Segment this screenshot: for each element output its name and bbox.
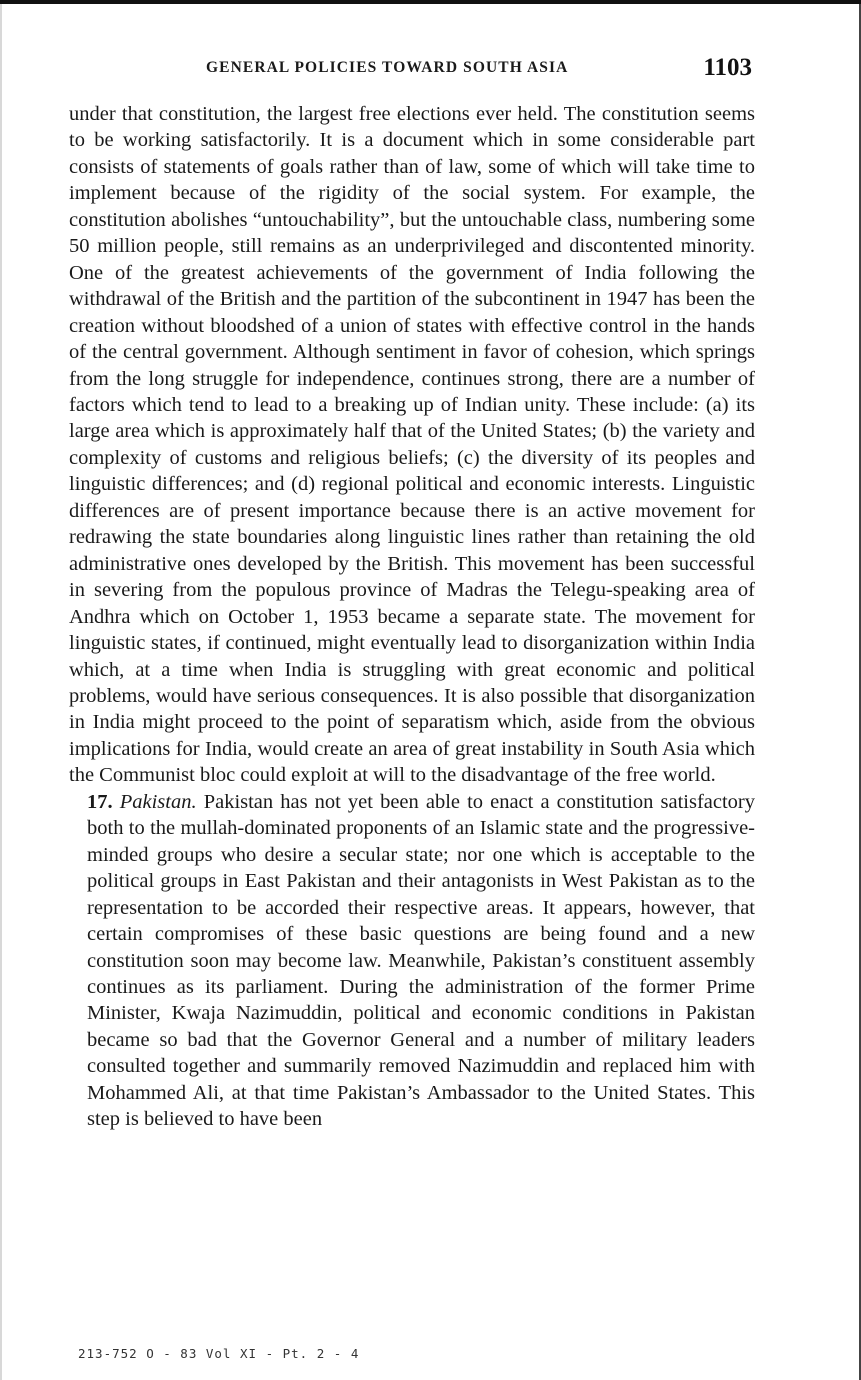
footer-print-code: 213-752 O - 83 Vol XI - Pt. 2 - 4: [78, 1346, 360, 1361]
top-edge-rule: [0, 0, 861, 4]
section-number: 17.: [87, 790, 113, 813]
body-text: [69, 101, 755, 1133]
paragraph-india-constitution: under that constitution, the largest free elections ever held. The constitution seems to be working satisfactorily. It is a document which in some considerable part consists of statements of goals rather than of law, some of which will take time to implement because of the rigidity of the social system. For example, the constitution abolishes “untouchability”, but the untouchable class, numbering some 50 million people, still remains as an underprivileged and discontented minority. One of the greatest achievements of the government of India following the withdrawal of the British and the partition of the subcontinent in 1947 has been the creation without bloodshed of a union of states with effective control in the hands of the central government. Although sentiment in favor of cohesion, which springs from the long struggle for independence, continues strong, there are a number of factors which tend to lead to a breaking up of Indian unity. These include: (a) its large area which is approximately half that of the United States; (b) the variety and complexity of customs and religious beliefs; (c) the diversity of its peoples and linguistic differences; and (d) regional political and economic interests. Linguistic differences are of present importance because there is an active movement for redrawing the state boundaries along linguistic lines rather than retaining the old administrative ones developed by the British. This movement has been successful in severing from the populous province of Madras the Telegu-speaking area of Andhra which on October 1, 1953 became a separate state. The movement for linguistic states, if continued, might eventually lead to disorganization within India which, at a time when India is struggling with great economic and political problems, would have serious consequences. It is also possible that disorganization in India might proceed to the point of separatism which, aside from the obvious implications for India, would create an area of great instability in South Asia which the Communist bloc could exploit at will to the disadvantage of the free world.: [69, 103, 755, 787]
paragraph-pakistan: [69, 789, 755, 1133]
section-heading: Pakistan.: [119, 790, 197, 813]
running-header: [68, 54, 754, 84]
paragraph-pakistan-text: Pakistan has not yet been able to enact a constitution satisfactory both to the mullah-dominated proponents of an Islamic state and the progressive-minded groups who desire a secular state; nor one which is acceptable to the political groups in East Pakistan and their antagonists in West Pakistan as to the representation to be accorded their respective areas. It appears, however, that certain compromises of these basic questions are being found and a new constitution soon may become law. Meanwhile, Pakistan’s constituent assembly continues as its parliament. During the administration of the former Prime Minister, Kwaja Nazimuddin, political and economic conditions in Pakistan became so bad that the Governor General and a number of military leaders consulted together and summarily removed Nazimuddin and replaced him with Mohammed Ali, at that time Pakistan’s Ambassador to the United States. This step is believed to have been: [87, 790, 756, 1131]
left-page-edge: [0, 4, 2, 1380]
page-number: 1103: [703, 54, 752, 81]
running-title: GENERAL POLICIES TOWARD SOUTH ASIA: [206, 59, 569, 76]
